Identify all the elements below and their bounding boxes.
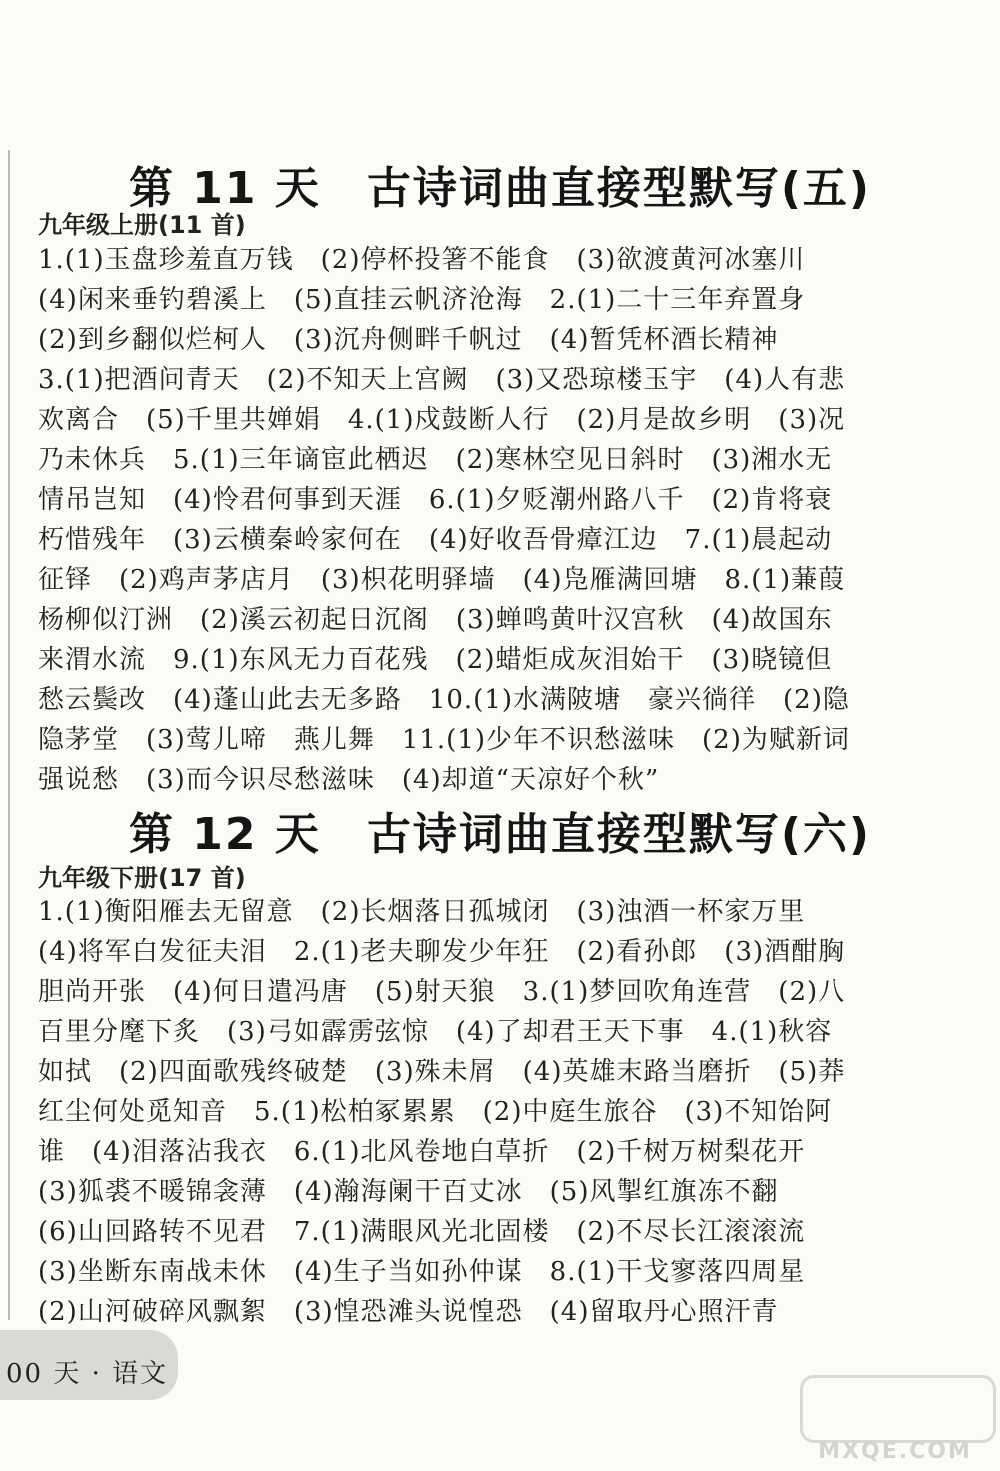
watermark-badge-icon	[800, 1375, 996, 1443]
section-subhead-grade9-vol1: 九年级上册(11 首)	[38, 211, 246, 239]
answer-line: (4)闲来垂钓碧溪上 (5)直挂云帆济沧海 2.(1)二十三年弃置身	[38, 285, 806, 315]
answer-line: (6)山回路转不见君 7.(1)满眼风光北固楼 (2)不尽长江滚滚流	[38, 1217, 806, 1247]
left-margin-rule	[8, 150, 10, 1320]
answer-line: (3)狐裘不暖锦衾薄 (4)瀚海阑干百丈冰 (5)风掣红旗冻不翻	[38, 1177, 779, 1207]
answer-line: (3)坐断东南战未休 (4)生子当如孙仲谋 8.(1)干戈寥落四周星	[38, 1257, 806, 1287]
answer-line: 如拭 (2)四面歌残终破楚 (3)殊未屑 (4)英雄末路当磨折 (5)莽	[38, 1057, 846, 1087]
section-subhead-grade9-vol2: 九年级下册(17 首)	[38, 864, 246, 892]
answer-line: 隐茅堂 (3)莺儿啼 燕儿舞 11.(1)少年不识愁滋味 (2)为赋新词	[38, 725, 850, 755]
answer-line: 乃未休兵 5.(1)三年谪宦此栖迟 (2)寒林空见日斜时 (3)湘水无	[38, 445, 833, 475]
answer-line: 3.(1)把酒问青天 (2)不知天上宫阙 (3)又恐琼楼玉宇 (4)人有悲	[38, 365, 846, 395]
section-title-day-11: 第 11 天 古诗词曲直接型默写(五)	[128, 163, 872, 214]
answer-line: (2)山河破碎风飘絮 (3)惶恐滩头说惶恐 (4)留取丹心照汗青	[38, 1297, 779, 1327]
answer-line: 杨柳似汀洲 (2)溪云初起日沉阁 (3)蝉鸣黄叶汉宫秋 (4)故国东	[38, 605, 833, 635]
watermark-logo	[800, 1375, 990, 1465]
answer-line: 征铎 (2)鸡声茅店月 (3)枳花明驿墙 (4)凫雁满回塘 8.(1)蒹葭	[38, 565, 846, 595]
section-title-day-12: 第 12 天 古诗词曲直接型默写(六)	[128, 809, 872, 860]
answer-line: 1.(1)玉盘珍羞直万钱 (2)停杯投箸不能食 (3)欲渡黄河冰塞川	[38, 245, 806, 275]
answer-line: (4)将军白发征夫泪 2.(1)老夫聊发少年狂 (2)看孙郎 (3)酒酣胸	[38, 937, 846, 967]
answer-line: 朽惜残年 (3)云横秦岭家何在 (4)好收吾骨瘴江边 7.(1)晨起动	[38, 525, 833, 555]
answer-line: 1.(1)衡阳雁去无留意 (2)长烟落日孤城闭 (3)浊酒一杯家万里	[38, 897, 806, 927]
answer-line: 百里分麾下炙 (3)弓如霹雳弦惊 (4)了却君王天下事 4.(1)秋容	[38, 1017, 833, 1047]
answer-line: 欢离合 (5)千里共婵娟 4.(1)戍鼓断人行 (2)月是故乡明 (3)况	[38, 405, 846, 435]
answer-line: 强说愁 (3)而今识尽愁滋味 (4)却道“天凉好个秋”	[38, 765, 660, 795]
footer-label: 00 天 · 语文	[6, 1359, 169, 1389]
answers-day-11	[38, 240, 880, 800]
answer-line: 胆尚开张 (4)何日遣冯唐 (5)射天狼 3.(1)梦回吹角连营 (2)八	[38, 977, 846, 1007]
answer-line: 谁 (4)泪落沾我衣 6.(1)北风卷地白草折 (2)千树万树梨花开	[38, 1137, 806, 1167]
answer-line: 情吊岂知 (4)怜君何事到天涯 6.(1)夕贬潮州路八千 (2)肯将衰	[38, 485, 833, 515]
answer-line: 来渭水流 9.(1)东风无力百花残 (2)蜡炬成灰泪始干 (3)晓镜但	[38, 645, 833, 675]
answer-line: 红尘何处觅知音 5.(1)松柏冢累累 (2)中庭生旅谷 (3)不知饴阿	[38, 1097, 833, 1127]
watermark-text: MXQE.COM	[818, 1439, 972, 1464]
answer-line: 愁云鬓改 (4)蓬山此去无多路 10.(1)水满陂塘 豪兴徜徉 (2)隐	[38, 685, 850, 715]
answers-day-12	[38, 892, 880, 1332]
answer-line: (2)到乡翻似烂柯人 (3)沉舟侧畔千帆过 (4)暂凭杯酒长精神	[38, 325, 779, 355]
